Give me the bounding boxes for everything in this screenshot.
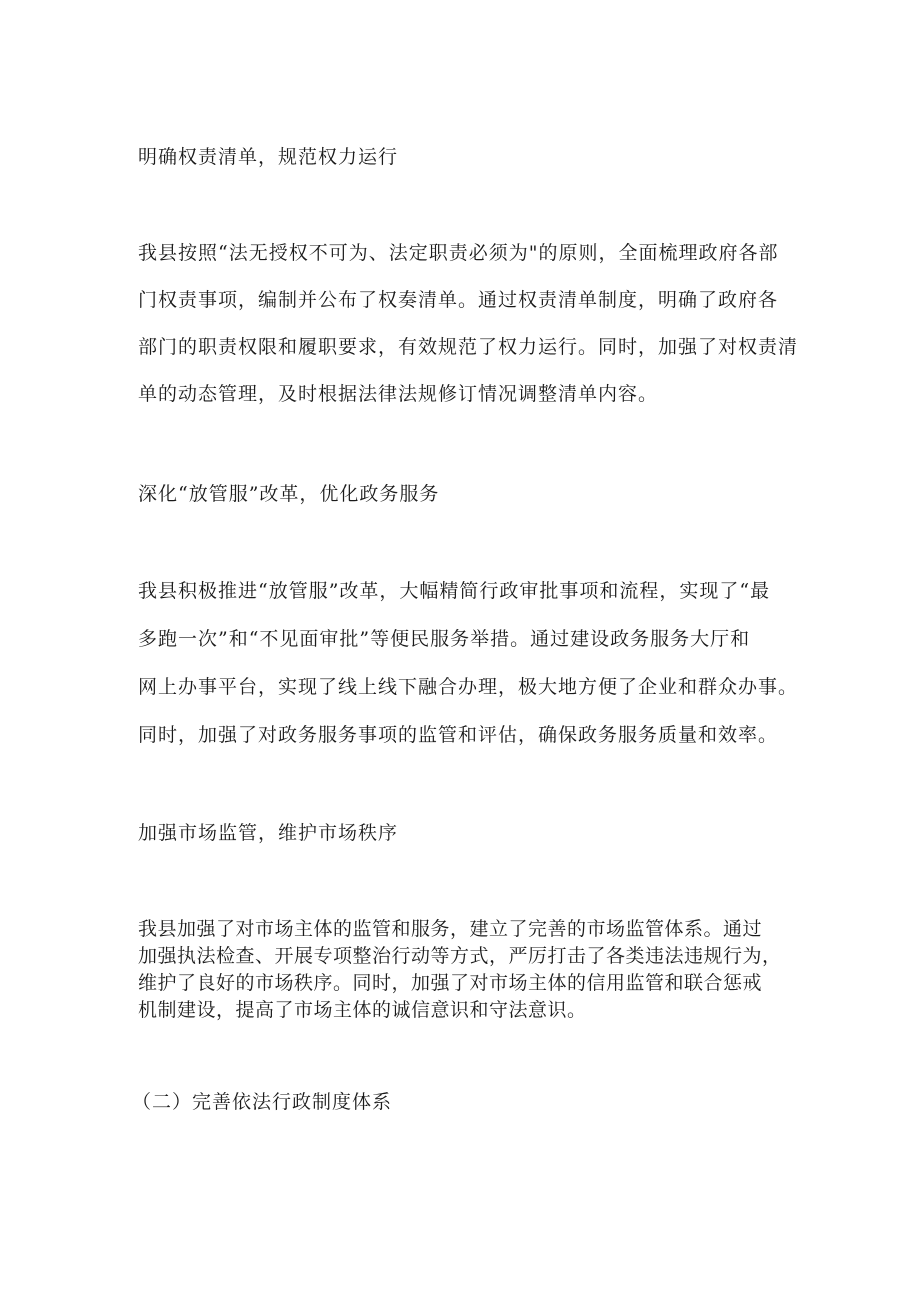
paragraph-line: 同时，加强了对政务服务事项的监管和评估，确保政务服务质量和效率。 [138,724,779,746]
paragraph-line: 机制建设，提高了市场主体的诚信意识和守法意识。 [138,999,587,1021]
paragraph-line: 网上办事平台，实现了线上线下融合办理，极大地方便了企业和群众办事。 [138,676,799,698]
section-heading-market: 加强市场监管，维护市场秩序 [138,822,399,844]
section-heading-power-list: 明确权责清单，规范权力运行 [138,146,399,168]
paragraph-line: 多跑一次”和“不见面审批”等便民服务举措。通过建设政务服务大厅和 [138,628,751,650]
paragraph-line: 我县加强了对市场主体的监管和服务，建立了完善的市场监管体系。通过 [138,918,763,940]
section-heading-reform: 深化“放管服”改革，优化政务服务 [138,483,440,505]
paragraph-line: 加强执法检查、开展专项整治行动等方式，严厉打击了各类违法违规行为， [138,945,782,967]
paragraph-line: 我县积极推进“放管服”改革，大幅精简行政审批事项和流程，实现了“最 [138,580,771,602]
section-heading-system: （二）完善依法行政制度体系 [132,1091,393,1113]
paragraph-line: 门权责事项，编制并公布了权奏清单。通过权责清单制度，明确了政府各 [138,289,779,311]
paragraph-line: 维护了良好的市场秩序。同时，加强了对市场主体的信用监管和联合惩戒 [138,972,763,994]
paragraph-line: 单的动态管理，及时根据法律法规修订情况调整清单内容。 [138,383,659,405]
paragraph-line: 我县按照“法无授权不可为、法定职责必须为"的原则，全面梳理政府各部 [138,242,779,264]
paragraph-line: 部门的职责权限和履职要求，有效规范了权力运行。同时，加强了对权责清 [138,336,799,358]
